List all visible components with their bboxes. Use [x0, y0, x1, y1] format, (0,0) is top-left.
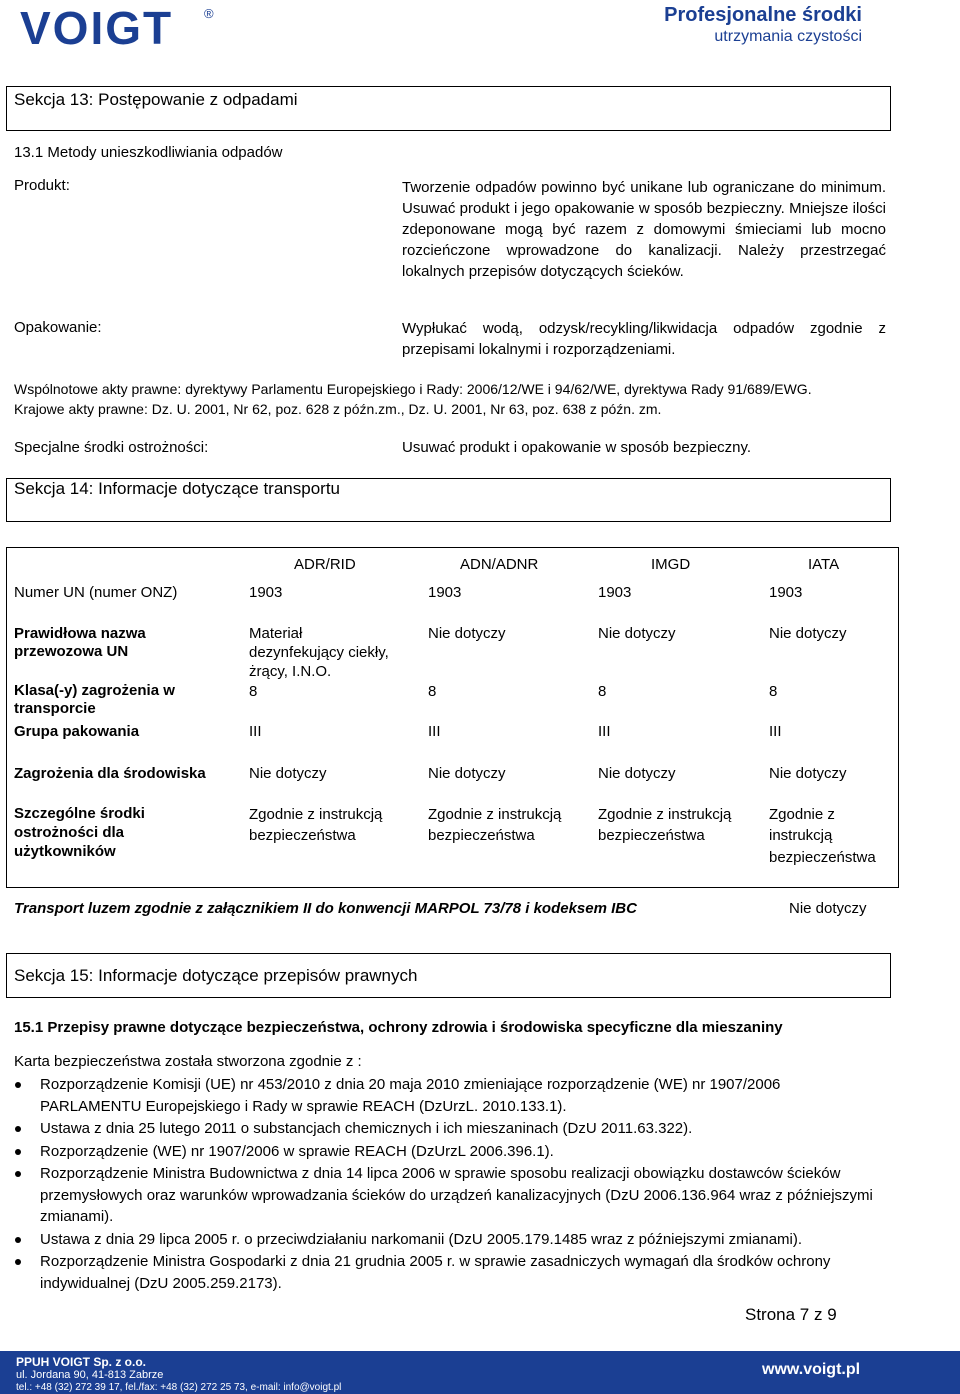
- environment-label: Zagrożenia dla środowiska: [14, 765, 206, 782]
- list-item: [14, 1141, 884, 1163]
- user-precautions-adr-2: bezpieczeństwa: [249, 827, 356, 844]
- un-number-label: Numer UN (numer ONZ): [14, 584, 178, 601]
- regulation-list: [14, 1074, 884, 1295]
- user-precautions-iata-2: instrukcją: [769, 827, 833, 844]
- footer-address: ul. Jordana 90, 41-813 Zabrze: [16, 1369, 164, 1381]
- shipping-name-label-1: Prawidłowa nazwa: [14, 625, 146, 642]
- product-label: Produkt:: [14, 177, 70, 194]
- hazard-class-label-1: Klasa(-y) zagrożenia w: [14, 682, 175, 699]
- packing-group-adn: III: [428, 723, 441, 740]
- packing-group-label: Grupa pakowania: [14, 723, 140, 740]
- section14-title: Sekcja 14: Informacje dotyczące transportu: [14, 479, 340, 498]
- user-precautions-adn-2: bezpieczeństwa: [428, 827, 535, 844]
- regulation-text: Rozporządzenie Ministra Budownictwa z dnia 14 lipca 2006 w sprawie sposobu realizacji obowiązku dostawców ścieków przemysłowych oraz warunków wprowadzania ścieków do urządzeń kanalizacyjnych (DzU 2006.136.964 wraz z późniejszymi zmianami).: [40, 1165, 873, 1225]
- section15-title: Sekcja 15: Informacje dotyczące przepisów prawnych: [14, 966, 418, 985]
- hazard-class-label-2: transporcie: [14, 700, 96, 717]
- hazard-class-imgd: 8: [598, 683, 607, 700]
- packing-group-imgd: III: [598, 723, 611, 740]
- regulation-text: Rozporządzenie (WE) nr 1907/2006 w sprawie REACH (DzUrzL 2006.396.1).: [40, 1142, 554, 1160]
- shipping-name-adr-2: dezynfekujący ciekły,: [249, 644, 389, 661]
- column-adn: ADN/ADNR: [460, 556, 539, 573]
- tagline-line1: Profesjonalne środki: [664, 4, 862, 26]
- logo-text: VOIGT: [20, 4, 174, 48]
- regulation-text: Ustawa z dnia 25 lutego 2011 o substancjach chemicznych i ich mieszaninach (DzU 2011.63.322).: [40, 1120, 693, 1137]
- hazard-class-iata: 8: [769, 683, 778, 700]
- footer: [0, 1351, 960, 1394]
- regulation-text: Ustawa z dnia 29 lipca 2005 r. o przeciwdziałaniu narkomanii (DzU 2005.179.1485 wraz z późniejszymi zmianami).: [40, 1230, 803, 1248]
- bullet-icon: [15, 1259, 21, 1265]
- environment-imgd: Nie dotyczy: [598, 765, 676, 782]
- user-precautions-iata-3: bezpieczeństwa: [769, 849, 876, 866]
- section15-intro: Karta bezpieczeństwa została stworzona zgodnie z :: [14, 1053, 362, 1070]
- bullet-icon: [15, 1149, 21, 1155]
- bullet-icon: [15, 1171, 21, 1177]
- bullet-icon: [15, 1237, 21, 1243]
- section13-subtitle: 13.1 Metody unieszkodliwiania odpadów: [14, 144, 283, 161]
- footer-contact: tel.: +48 (32) 272 39 17, fel./fax: +48 (32) 272 25 73, e-mail: info@voigt.pl: [16, 1382, 342, 1393]
- shipping-name-adr-3: żrący, I.N.O.: [249, 663, 332, 680]
- national-acts: Krajowe akty prawne: Dz. U. 2001, Nr 62, poz. 628 z późn.zm., Dz. U. 2001, Nr 63, poz. 638 z późn. zm.: [14, 401, 662, 417]
- product-text: Tworzenie odpadów powinno być unikane lub ograniczane do minimum. Usuwać produkt i jego opakowanie w sposób bezpieczny. Mniejsze ilości zdeponowane mogą być razem z domowymi śmieciami lub mocno rozcieńczone wprowadzone do kanalizacji. Należy przestrzegać lokalnych przepisów dotyczących ścieków.: [402, 179, 886, 280]
- shipping-name-adr-1: Materiał: [249, 625, 303, 642]
- un-iata: 1903: [769, 584, 803, 601]
- user-precautions-adn-1: Zgodnie z instrukcją: [428, 806, 562, 823]
- community-acts: Wspólnotowe akty prawne: dyrektywy Parlamentu Europejskiego i Rady: 2006/12/WE i 94/62/WE, dyrektywa Rady 91/689/EWG.: [14, 381, 812, 397]
- packaging-text: Wypłukać wodą, odzysk/recykling/likwidacja odpadów zgodnie z przepisami lokalnymi i rozporządzeniami.: [402, 320, 886, 358]
- marpol-value: Nie dotyczy: [789, 900, 867, 917]
- un-adr: 1903: [249, 584, 283, 601]
- bullet-icon: [15, 1082, 21, 1088]
- packing-group-iata: III: [769, 723, 782, 740]
- bullet-icon: [15, 1126, 21, 1132]
- list-item: [14, 1074, 884, 1117]
- page-number: Strona 7 z 9: [745, 1305, 837, 1324]
- column-iata: IATA: [808, 556, 840, 573]
- special-precautions-text: Usuwać produkt i opakowanie w sposób bezpieczny.: [402, 439, 752, 456]
- voigt-logo: [18, 4, 218, 48]
- user-precautions-label-1: Szczególne środki: [14, 805, 145, 822]
- packaging-label: Opakowanie:: [14, 319, 102, 336]
- user-precautions-label-3: użytkowników: [14, 843, 116, 860]
- regulation-text: Rozporządzenie Ministra Gospodarki z dnia 21 grudnia 2005 r. w sprawie zasadniczych wymagań dla środków ochrony indywidualnej (DzU 2005.259.2173).: [40, 1253, 831, 1292]
- list-item: [14, 1118, 884, 1140]
- environment-iata: Nie dotyczy: [769, 765, 847, 782]
- shipping-name-label-2: przewozowa UN: [14, 643, 129, 660]
- packing-group-adr: III: [249, 723, 262, 740]
- user-precautions-imgd-1: Zgodnie z instrukcją: [598, 806, 732, 823]
- tagline-line2: utrzymania czystości: [714, 28, 862, 45]
- logo-registered-mark: ®: [204, 6, 214, 21]
- footer-company: PPUH VOIGT Sp. z o.o.: [16, 1355, 147, 1369]
- shipping-name-imgd: Nie dotyczy: [598, 625, 676, 642]
- footer-website-link[interactable]: www.voigt.pl: [762, 1361, 861, 1378]
- user-precautions-label-2: ostrożności dla: [14, 824, 125, 841]
- column-adr: ADR/RID: [294, 556, 356, 573]
- list-item: [14, 1229, 884, 1251]
- regulation-text: Rozporządzenie Komisji (UE) nr 453/2010 z dnia 20 maja 2010 zmieniające rozporządzenie (WE) nr 1907/2006 PARLAMENTU Europejskiego i Rady w sprawie REACH (DzUrzL. 2010.133.1).: [40, 1076, 781, 1115]
- un-imgd: 1903: [598, 584, 632, 601]
- environment-adn: Nie dotyczy: [428, 765, 506, 782]
- hazard-class-adr: 8: [249, 683, 258, 700]
- user-precautions-iata-1: Zgodnie z: [769, 806, 835, 823]
- hazard-class-adn: 8: [428, 683, 437, 700]
- environment-adr: Nie dotyczy: [249, 765, 327, 782]
- list-item: [14, 1163, 884, 1228]
- shipping-name-adn: Nie dotyczy: [428, 625, 506, 642]
- marpol-label: Transport luzem zgodnie z załącznikiem II do konwencji MARPOL 73/78 i kodeksem IBC: [14, 900, 637, 917]
- user-precautions-imgd-2: bezpieczeństwa: [598, 827, 705, 844]
- list-item: [14, 1251, 884, 1294]
- user-precautions-adr-1: Zgodnie z instrukcją: [249, 806, 383, 823]
- un-adn: 1903: [428, 584, 462, 601]
- shipping-name-iata: Nie dotyczy: [769, 625, 847, 642]
- section15-subtitle: 15.1 Przepisy prawne dotyczące bezpieczeństwa, ochrony zdrowia i środowiska specyficzne dla mieszaniny: [14, 1019, 783, 1036]
- column-imgd: IMGD: [651, 556, 691, 573]
- special-precautions-label: Specjalne środki ostrożności:: [14, 439, 209, 456]
- section13-title: Sekcja 13: Postępowanie z odpadami: [14, 90, 298, 109]
